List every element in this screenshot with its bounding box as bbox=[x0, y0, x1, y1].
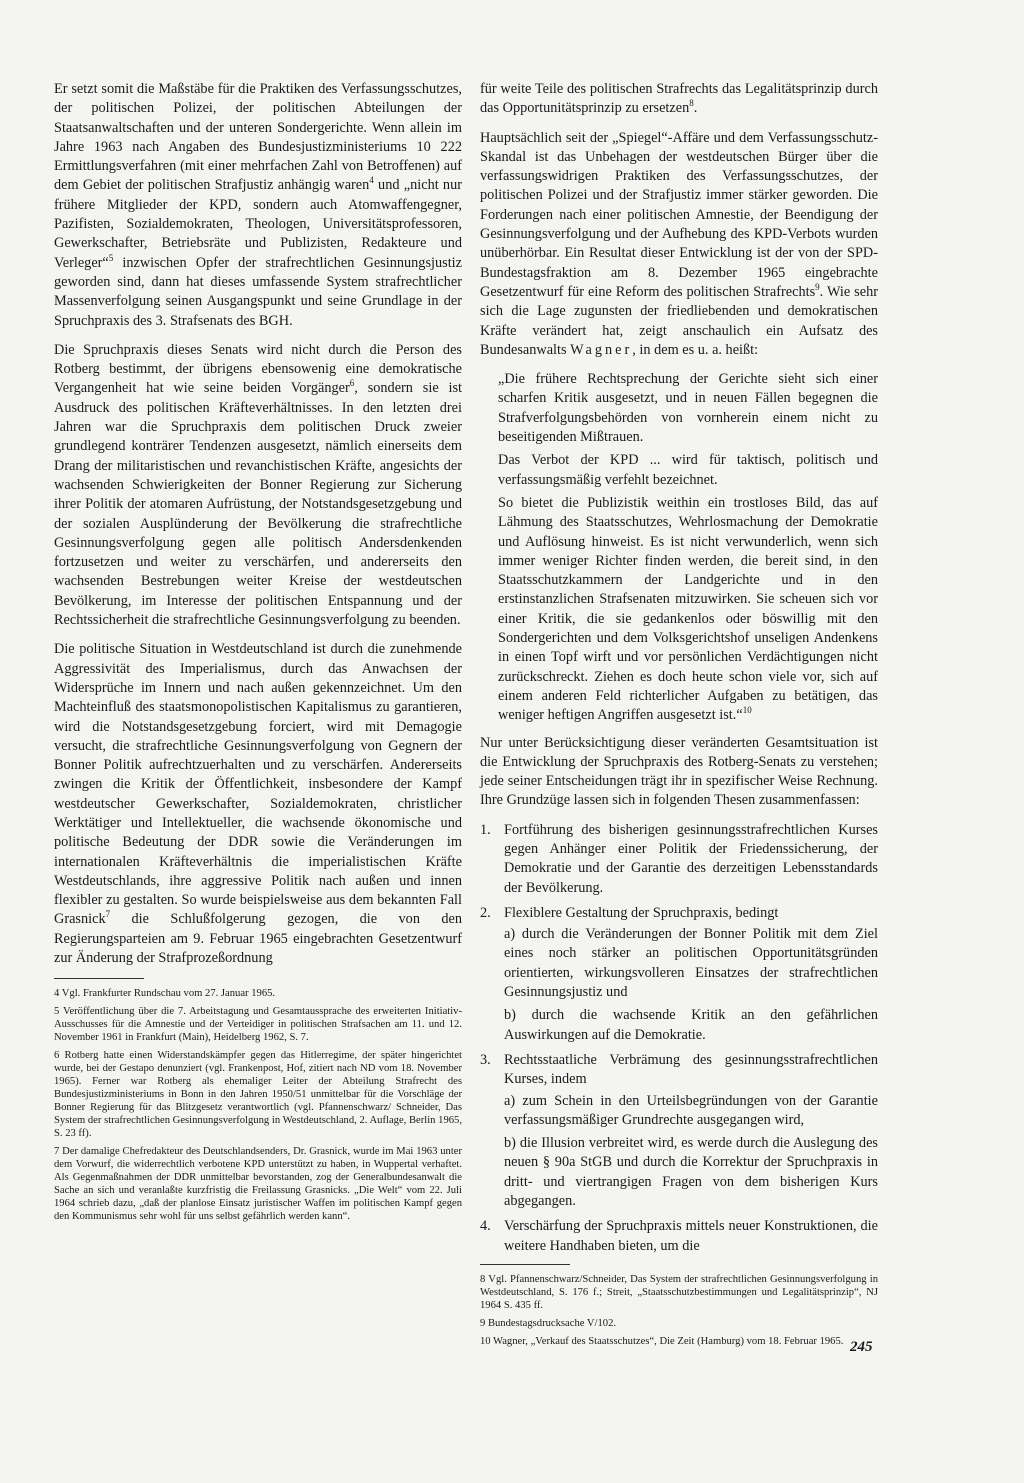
text-run: Verschärfung der Spruchpraxis mittels neuer Konstruktionen, die weitere Handhaben bieten, um die bbox=[504, 1218, 878, 1254]
text-run: . Wie sehr sich die Lage zugunsten der friedliebenden und demokratischen Kräfte verändert hat, zeigt anschaulich ein Aufsatz des Bundesanwalts bbox=[480, 283, 878, 358]
paragraph bbox=[480, 80, 878, 119]
list-number: 4. bbox=[480, 1218, 491, 1235]
text-run: Die Spruchpraxis dieses Senats wird nicht durch die Person des Rotberg bestimmt, der übrigens ebensowenig eine demokratische Vergangenheit hat wie seine beiden Vorgänger bbox=[54, 341, 462, 397]
text-run: So bietet die Publizistik weithin ein trostloses Bild, das auf Lähmung des Staatsschutzes, Wehrlosmachung der Demokratie und Auflösung hinweist. Es ist nicht verwunderlich, wenn sich immer weniger Richter finden werden, die bereit sind, in den Staatsschutzkammern der Landgerichte und in den erstinstanzlichen Strafsenaten mitzuwirken. Sie scheuen sich vor einer Kritik, die sie gedankenlos oder böswillig mit den Sondergerichten und dem Volksgerichtshof unseligen Andenkens in einen Topf wirft und vor persönlichen Verdächtigungen nicht zurückschreckt. Ziehen es doch heute schon viele vor, sich auf einem anderen Feld richterlicher Aufgaben zu betätigen, das weniger heftigen Angriffen ausgesetzt ist.“ bbox=[498, 494, 878, 724]
footnote-ref: 4 bbox=[369, 175, 374, 186]
footnote-8: 8 Vgl. Pfannenschwarz/Schneider, Das System der strafrechtlichen Gesinnungsverfolgung in Westdeutschland, S. 176 f.; Streit, „Staatsschutzbestimmungen und Legalitätsprinzip“, NJ 1964 S. 435 ff. bbox=[480, 1273, 878, 1311]
footnote-ref: 6 bbox=[349, 378, 355, 389]
text-run: Die politische Situation in Westdeutschland ist durch die zunehmende Aggressivität des Imperialismus, durch das Anwachsen der Widersprüche im Innern und nach außen gekennzeichnet. Um den Machteinfluß des staatsmonopolistischen Kapitalismus zu garantieren, wird die Notstandsgesetzgebung forciert, wird mit Demagogie versucht, die strafrechtliche Gesinnungsverfolgung von Gegnern der Bonner Politik aufrechtzuerhalten und zu verschärfen. Andererseits zwingen die Kritik der Öffentlichkeit, insbesondere der Kampf westdeutscher Gewerkschafter, Sozialdemokraten, christlicher Werktätiger und Intellektueller, die wachsende ökonomische und politische Bedeutung der DDR sowie die Veränderungen im internationalen Kräfteverhältnis die imperialistischen Kräfte Westdeutschlands, ihre aggressive Politik nach außen und innen flexibler zu gestalten. So wurde beispielsweise aus dem bekannten Fall Grasnick bbox=[54, 641, 462, 928]
left-column bbox=[54, 80, 462, 1228]
text-run: , sondern sie ist Ausdruck des politischen Kräfteverhältnisses. In den letzten drei Jahren war die Spruchpraxis dem politischen Druck zweier grundlegend konträrer Tendenzen ausgesetzt, nämlich einerseits dem Drang der militaristischen und revanchistischen Kräfte, angesichts der wachsenden Schwierigkeiten der Bonner Regierung zur Sicherung ihrer Politik der atomaren Aufrüstung, der Notstandsgesetzgebung und der sozialen Ausplünderung der Bevölkerung die strafrechtliche Gesinnungsverfolgung gegen alle politisch Andersdenkenden fortzusetzen und weiter zu verschärfen, und andererseits den wachsenden Bestrebungen weiter Kreise der westdeutschen Bevölkerung, im Interesse der politischen Entspannung und der Rechtssicherheit die strafrechtliche Gesinnungsverfolgung zu beenden. bbox=[54, 380, 462, 629]
sub-item: b) die Illusion verbreitet wird, es werde durch die Auslegung des neuen § 90a StGB und durch die Korrektur der Spruchpraxis in dritt- und viertrangigen Fragen von dem bisherigen Kurs abgegangen. bbox=[504, 1135, 878, 1210]
list-item bbox=[480, 1051, 878, 1211]
footnote-ref: 10 bbox=[742, 705, 752, 716]
sub-item: a) zum Schein in den Urteilsbegründungen von der Garantie verfassungsmäßiger Grundrechte ausgegangen wird, bbox=[504, 1092, 878, 1128]
footnote-divider bbox=[480, 1264, 570, 1265]
paragraph bbox=[54, 640, 462, 968]
text-run: Fortführung des bisherigen gesinnungsstrafrechtlichen Kurses gegen Anhänger einer Politik der Friedenssicherung, der Demokratie und der Garantie des derzeitigen Lebensstandards der Bevölkerung. bbox=[504, 821, 878, 896]
footnote-ref: 5 bbox=[108, 252, 114, 263]
text-run: inzwischen Opfer der strafrechtlichen Gesinnungsjustiz geworden sind, dann hat dieses umfassende System strafrechtlicher Massenverfolgung seinen Ausgangspunkt und seine Grundlage in der Spruchpraxis des 3. Strafsenats des BGH. bbox=[54, 254, 462, 329]
paragraph bbox=[54, 80, 462, 331]
list-number: 1. bbox=[480, 821, 491, 838]
theses-list bbox=[480, 821, 878, 1256]
footnote-9: 9 Bundestagsdrucksache V/102. bbox=[480, 1317, 617, 1329]
list-number: 3. bbox=[480, 1051, 491, 1068]
text-run: die Schlußfolgerung gezogen, die von den Regierungsparteien am 9. Februar 1965 eingebrachten Gesetzentwurf zur Änderung der Strafprozeßordnung bbox=[54, 911, 462, 967]
footnotes bbox=[480, 1273, 878, 1348]
text-run: Flexiblere Gestaltung der Spruchpraxis, bedingt bbox=[504, 904, 779, 921]
footnote-10: 10 Wagner, „Verkauf des Staatsschutzes“, Die Zeit (Hamburg) vom 18. Februar 1965. bbox=[480, 1335, 844, 1347]
quote-paragraph: Das Verbot der KPD ... wird für taktisch, politisch und verfassungsmäßig verfehlt bezeichnet. bbox=[498, 452, 878, 488]
person-name: Wagner bbox=[570, 341, 633, 358]
sub-item: a) durch die Veränderungen der Bonner Politik mit dem Ziel eines noch stärker an politischen Opportunitätsgründen orientierten, wirkungsvolleren Einsatzes der strafrechtlichen Gesinnungsjustiz und bbox=[504, 926, 878, 1001]
footnote-5: 5 Veröffentlichung über die 7. Arbeitstagung und Gesamtaussprache des erweiterten Initiativ-Ausschusses für die Amnestie und der Verteidiger in politischen Strafsachen am 11. und 12. November 1961 in Frankfurt (Main), Heidelberg 1962, S. 7. bbox=[54, 1006, 462, 1044]
text-run: Rechtsstaatliche Verbrämung des gesinnungsstrafrechtlichen Kurses, indem bbox=[504, 1051, 878, 1088]
text-run: und „nicht nur frühere Mitglieder der KPD, sondern auch Atomwaffengegner, Pazifisten, Sozialdemokraten, Theologen, Universitätsprofessoren, Gewerkschafter, Betriebsräte und Publizisten, Redakteure und Verleger“ bbox=[54, 177, 462, 271]
footnote-ref: 9 bbox=[815, 282, 820, 293]
list-number: 2. bbox=[480, 904, 491, 921]
paragraph: Nur unter Berücksichtigung dieser veränderten Gesamtsituation ist die Entwicklung der Spruchpraxis des Rotberg-Senats zu verstehen; jede seiner Entscheidungen trägt ihr in spezifischer Weise Rechnung. Ihre Grundzüge lassen sich in folgenden Thesen zusammenfassen: bbox=[480, 734, 878, 809]
list-item bbox=[480, 904, 878, 1045]
paragraph bbox=[54, 341, 462, 630]
block-quote bbox=[480, 370, 878, 725]
footnotes bbox=[54, 987, 462, 1223]
list-item bbox=[480, 821, 878, 898]
sub-item: b) durch die wachsende Kritik an den gefährlichen Auswirkungen auf die Demokratie. bbox=[504, 1007, 878, 1043]
page-number: 245 bbox=[850, 1339, 873, 1355]
paragraph bbox=[480, 129, 878, 361]
footnote-7: 7 Der damalige Chefredakteur des Deutschlandsenders, Dr. Grasnick, wurde im Mai 1963 unter dem Vorwurf, die widerrechtlich verbotene KPD unterstützt zu haben, in Wuppertal verhaftet. Als Gegenmaßnahmen der DDR unmittelbar bevorstanden, zog der Generalbundesanwalt die Sache an sich und veranlaßte kurzfristig die Freilassung Grasnicks. „Die Welt“ vom 22. Juli 1964 schrieb dazu, „daß der planlose Einsatz juristischer Waffen im politischen Kampf gegen den Kommunismus sehr wohl für uns selbst gefährlich werden kann“. bbox=[54, 1146, 462, 1223]
quote-paragraph bbox=[498, 494, 878, 726]
footnote-6: 6 Rotberg hatte einen Widerstandskämpfer gegen das Hitlerregime, der später hingerichtet wurde, bei der Gestapo denunziert (vgl. Frankenpost, Hof, zitiert nach ND vom 18. November 1965). Ferner war Rotberg als ehemaliger Leiter der Abteilung Strafrecht des Bundesjustizministeriums in Bonn in den Jahren 1950/51 unmittelbar für die Vorschläge der Bonner Regierung für das Blitzgesetz verantwortlich (vgl. Pfannenschwarz/ Schneider, Das System der strafrechtlichen Gesinnungsverfolgung in Westdeutschland, 2. Auflage, Berlin 1965, S. 23 ff). bbox=[54, 1050, 462, 1140]
text-run: Er setzt somit die Maßstäbe für die Praktiken des Verfassungsschutzes, der politischen Polizei, der politischen Abteilungen der Staatsanwaltschaften und der unteren Sondergerichte. Wenn allein im Jahre 1963 nach Angaben des Bundesjustizministeriums 10 222 Ermittlungsverfahren (mit einer mehrfachen Zahl von Betroffenen) auf dem Gebiet der politischen Strafjustiz anhängig waren bbox=[54, 81, 462, 194]
list-item bbox=[480, 1217, 878, 1256]
footnote-divider bbox=[54, 978, 144, 979]
footnote-ref: 7 bbox=[105, 909, 111, 920]
text-run: für weite Teile des politischen Strafrechts das Legalitätsprinzip durch das Opportunitätsprinzip zu ersetzen bbox=[480, 81, 878, 117]
footnote-4: 4 Vgl. Frankfurter Rundschau vom 27. Januar 1965. bbox=[54, 988, 276, 1000]
text-run: Hauptsächlich seit der „Spiegel“-Affäre und dem Verfassungsschutz-Skandal ist das Unbehagen der westdeutschen Bürger über die verfassungswidrigen Praktiken des Verfassungsschutzes, der politischen Polizei und der Strafjustiz immer stärker geworden. Die Forderungen nach einer politischen Amnestie, der Beendigung der Gesinnungsverfolgung und der Aufhebung des KPD-Verbots wurden unüberhörbar. Ein Resultat dieser Entwicklung ist der von der SPD-Bundestagsfraktion am 8. Dezember 1965 eingebrachte Gesetzentwurf für eine Reform des politischen Strafrechts bbox=[480, 129, 878, 300]
right-column bbox=[480, 80, 878, 1353]
footnote-ref: 8 bbox=[689, 98, 694, 109]
text-run: . bbox=[693, 100, 698, 117]
text-run: , in dem es u. a. heißt: bbox=[632, 341, 759, 358]
quote-paragraph: „Die frühere Rechtsprechung der Gerichte sieht sich einer scharfen Kritik ausgesetzt, und in neuen Fällen begegnen die Strafverfolgungsbehörden von vornherein einem nicht zu beseitigenden Mißtrauen. bbox=[498, 371, 878, 446]
